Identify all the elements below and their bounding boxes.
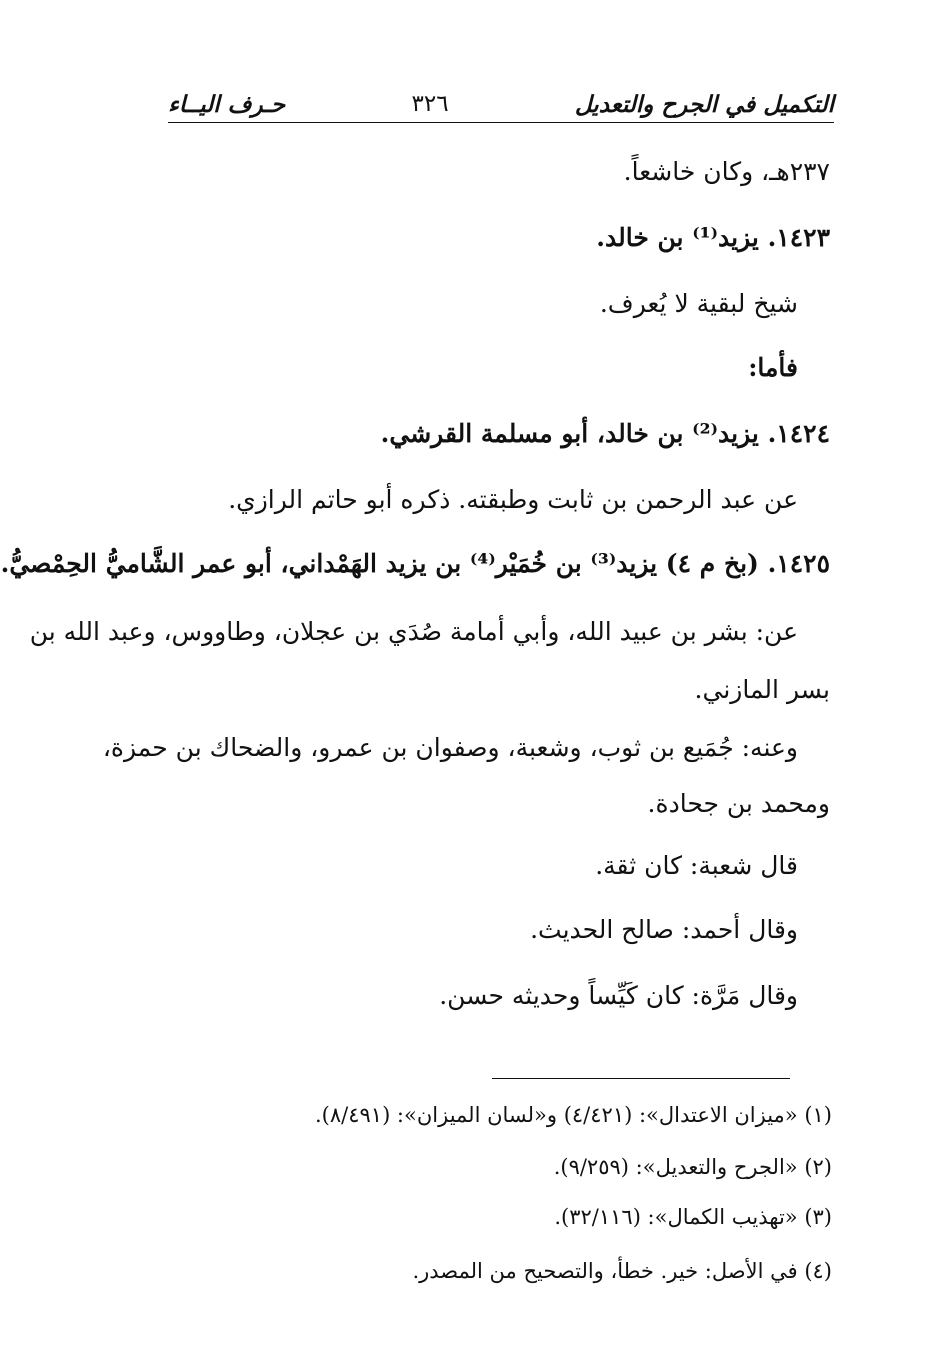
footnote-divider: [492, 1078, 790, 1079]
footnote-1: (١) «ميزان الاعتدال»: (٤/٤٢١) و«لسان الميزان»: (٨/٤٩١).: [314, 1103, 832, 1127]
text-line: وقال مَرَّة: كان كَيِّساً وحديثه حسن.: [439, 981, 798, 1010]
book-title: التكميل في الجرح والتعديل: [574, 90, 834, 118]
footnote-4: (٤) في الأصل: خير. خطأ، والتصحيح من المصدر.: [412, 1259, 832, 1283]
entry-heading-1423: ١٤٢٣. يزيد⁽¹⁾ بن خالد.: [596, 223, 830, 252]
text-line: عن عبد الرحمن بن ثابت وطبقته. ذكره أبو حاتم الرازي.: [228, 485, 798, 514]
footnote-2: (٢) «الجرح والتعديل»: (٩/٢٥٩).: [553, 1155, 832, 1179]
text-line: وقال أحمد: صالح الحديث.: [530, 915, 798, 944]
text-line: بسر المازني.: [694, 675, 830, 704]
page-number: ٣٢٦: [411, 91, 449, 117]
text-line: قال شعبة: كان ثقة.: [595, 851, 798, 880]
text-line: شيخ لبقية لا يُعرف.: [599, 289, 798, 318]
entry-heading-1424: ١٤٢٤. يزيد⁽²⁾ بن خالد، أبو مسلمة القرشي.: [380, 419, 830, 448]
footnote-3: (٣) «تهذيب الكمال»: (٣٢/١١٦).: [554, 1205, 832, 1229]
text-line: ومحمد بن جحادة.: [647, 789, 830, 818]
running-header: [168, 86, 834, 123]
entry-heading-1425: ١٤٢٥. (بخ م ٤) يزيد⁽³⁾ بن خُمَيْر⁽⁴⁾ بن يزيد الهَمْداني، أبو عمر الشَّاميُّ الحِمْصيُّ.: [0, 549, 830, 578]
text-line: ٢٣٧هـ، وكان خاشعاً.: [623, 157, 830, 186]
text-line: فأما:: [748, 353, 798, 382]
text-line: وعنه: جُمَيع بن ثوب، وشعبة، وصفوان بن عمرو، والضحاك بن حمزة،: [102, 733, 798, 762]
chapter-title: حـرف اليــاء: [168, 90, 286, 118]
text-line: عن: بشر بن عبيد الله، وأبي أمامة صُدَي بن عجلان، وطاووس، وعبد الله بن: [29, 617, 798, 646]
